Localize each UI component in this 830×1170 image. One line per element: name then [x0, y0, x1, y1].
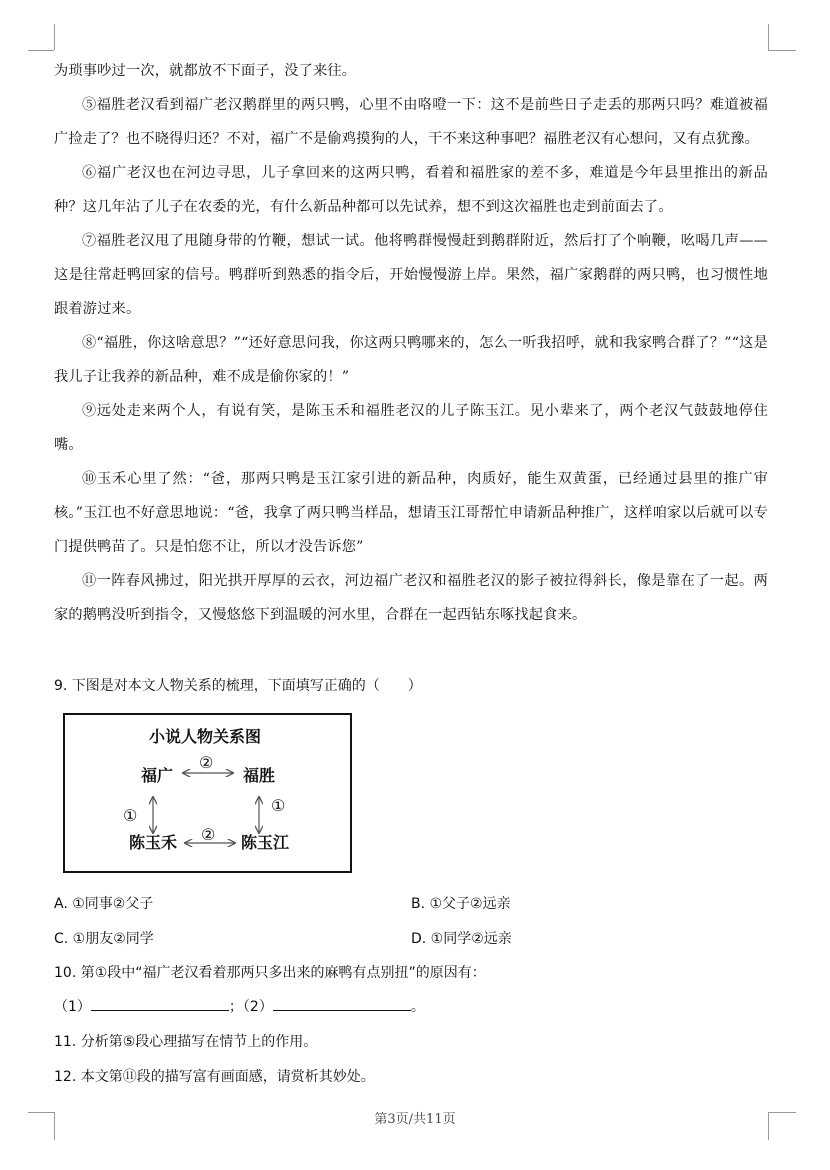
mark-left: ①: [123, 806, 138, 825]
answer-blank-2[interactable]: [273, 996, 411, 1011]
mark-top: ②: [199, 753, 214, 772]
story-paragraph: ⑪一阵春风拂过，阳光拱开厚厚的云衣，河边福广老汉和福胜老汉的影子被拉得斜长，像是靠在了一起。两家的鹅鸭没听到指令，又慢悠悠下到温暖的河水里，合群在一起西钻东啄找起食来。: [54, 573, 768, 623]
node-chen-yujiang: 陈玉江: [241, 833, 290, 852]
question-11-stem: 11. 分析第⑤段心理描写在情节上的作用。: [54, 1034, 318, 1050]
crop-mark: [54, 24, 55, 50]
story-paragraph: 为琐事吵过一次，就都放不下面子，没了来往。: [54, 63, 357, 79]
story-paragraph: ⑨远处走来两个人，有说有笑，是陈玉禾和福胜老汉的儿子陈玉江。见小辈来了，两个老汉气鼓鼓地停住嘴。: [54, 403, 768, 453]
story-paragraph: ⑦福胜老汉甩了甩随身带的竹鞭，想试一试。他将鸭群慢慢赶到鹅群附近，然后打了个响鞭，吆喝几声——这是往常赶鸭回家的信号。鸭群听到熟悉的指令后，开始慢慢游上岸。果然，福广家鹅群的两只鸭，也习惯性地跟着游过来。: [54, 233, 768, 317]
question-9-stem: 9. 下图是对本文人物关系的梳理，下面填写正确的（ ）: [54, 678, 422, 694]
question-12-stem: 12. 本文第⑪段的描写富有画面感，请赏析其妙处。: [54, 1069, 375, 1085]
mark-right: ①: [271, 796, 286, 815]
node-chen-yuhe: 陈玉禾: [129, 833, 178, 852]
option-b[interactable]: B. ①父子②远亲: [411, 896, 511, 912]
question-10-blanks: [54, 996, 768, 1018]
story-paragraph: ⑩玉禾心里了然：“爸，那两只鸭是玉江家引进的新品种，肉质好，能生双黄蛋，已经通过县里的推广审核。”玉江也不好意思地说：“爸，我拿了两只鸭当样品，想请玉江哥帮忙申请新品种推广，这样咱家以后就可以专门提供鸭苗了。只是怕您不让，所以才没告诉您”: [54, 471, 768, 555]
crop-mark: [28, 50, 54, 51]
node-fusheng: 福胜: [243, 766, 276, 785]
story-text: [54, 54, 768, 632]
diagram-title: 小说人物关系图: [149, 727, 262, 746]
story-paragraph: ⑧“福胜，你这啥意思？”“还好意思问我，你这两只鸭哪来的，怎么一听我招呼，就和我家鸭合群了？”“这是我儿子让我养的新品种，难不成是偷你家的！”: [54, 335, 768, 385]
crop-mark: [768, 50, 796, 51]
story-paragraph: ⑥福广老汉也在河边寻思，儿子拿回来的这两只鸭，看着和福胜家的差不多，难道是今年县里推出的新品种？这几年沾了儿子在农委的光，有什么新品种都可以先试养，想不到这次福胜也走到前面去了。: [54, 165, 768, 215]
node-fuguang: 福广: [141, 766, 174, 785]
story-paragraph: ⑤福胜老汉看到福广老汉鹅群里的两只鸭，心里不由咯噔一下：这不是前些日子走丢的那两只吗？难道被福广捡走了？也不晓得归还？不对，福广不是偷鸡摸狗的人，干不来这种事吧？福胜老汉有心想问，又有点犹豫。: [54, 97, 768, 147]
blank-separator: ；（2）: [228, 999, 273, 1015]
blank-end: 。: [410, 999, 425, 1015]
question-10-stem: 10. 第①段中“福广老汉看着那两只多出来的麻鸭有点别扭”的原因有：: [54, 965, 486, 981]
relationship-diagram: [63, 713, 352, 873]
answer-blank-1[interactable]: [91, 996, 229, 1011]
option-c[interactable]: C. ①朋友②同学: [54, 931, 154, 947]
option-a[interactable]: A. ①同事②父子: [54, 896, 154, 912]
blank-1-label: （1）: [54, 999, 91, 1015]
option-d[interactable]: D. ①同学②远亲: [411, 931, 512, 947]
crop-mark: [768, 24, 769, 50]
mark-bottom: ②: [201, 825, 216, 844]
page-number: 第3页/共11页: [374, 1112, 456, 1127]
